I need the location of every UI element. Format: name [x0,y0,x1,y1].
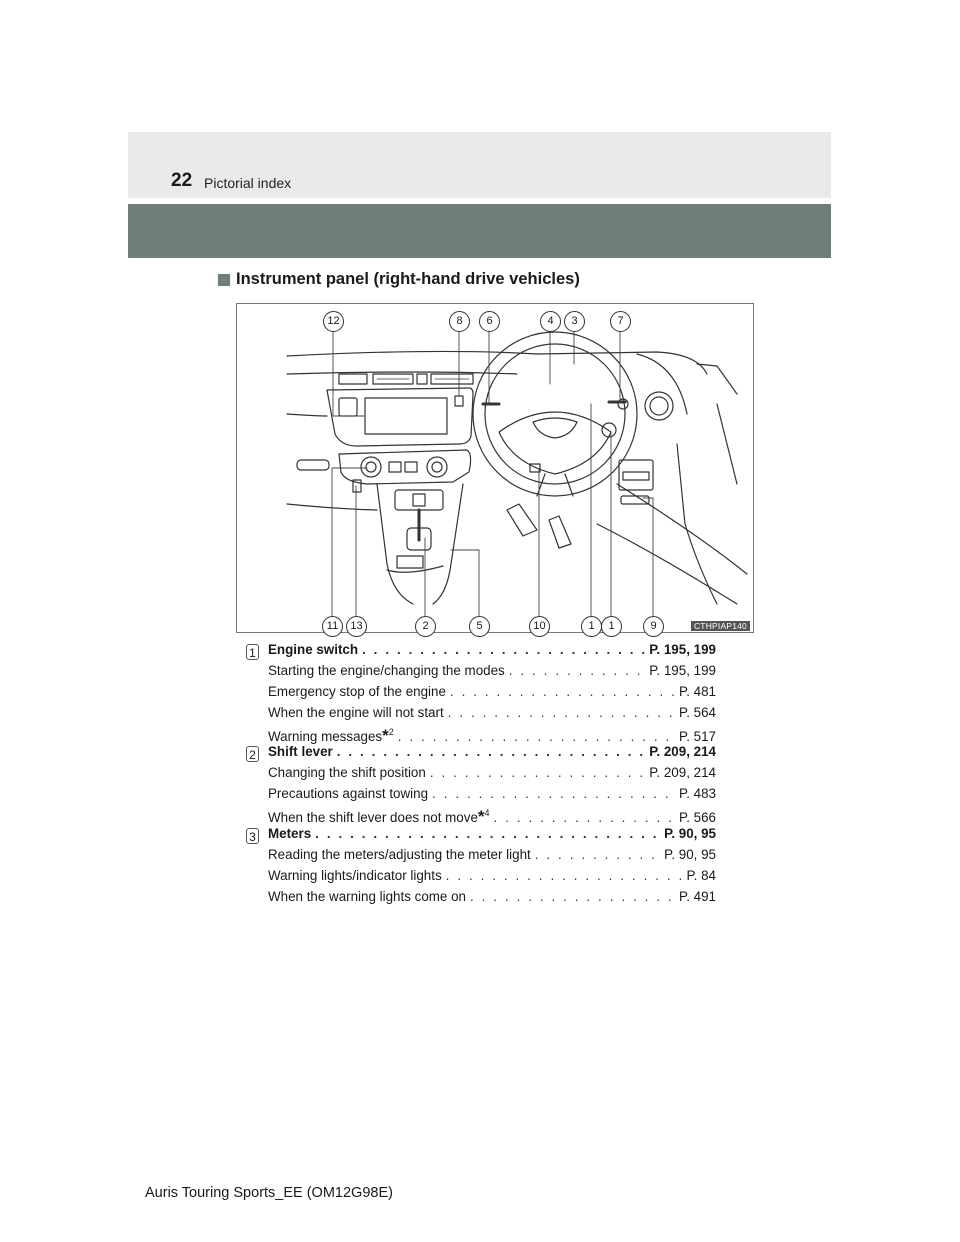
index-line[interactable]: When the shift lever does not move*$^4$ . . . P. 566 [268,807,716,827]
callout-4: 4 [540,311,561,332]
page-ref: P. 483 [679,786,716,801]
callout-1b: 1 [601,616,622,637]
page-ref: P. 564 [679,705,716,720]
index-line[interactable]: Meters . . . P. 90, 95 [268,826,716,846]
callout-6: 6 [479,311,500,332]
callout-2: 2 [415,616,436,637]
index-line[interactable]: Precautions against towing . . . P. 483 [268,786,716,806]
page-ref: P. 517 [679,729,716,744]
callout-8: 8 [449,311,470,332]
callout-13: 13 [346,616,367,637]
page-ref: P. 195, 199 [649,642,716,657]
footnote-mark: * [477,807,485,826]
callout-1a: 1 [581,616,602,637]
callout-3: 3 [564,311,585,332]
figure-code: CTHPIAP140 [691,621,750,631]
heading-square-icon [218,274,230,286]
page-ref: P. 90, 95 [664,826,716,841]
footnote-ref: 2 [388,727,394,737]
page-ref: P. 491 [679,889,716,904]
page-ref: P. 481 [679,684,716,699]
entry-number: 2 [246,746,259,762]
index-line[interactable]: When the engine will not start . . . P. 564 [268,705,716,725]
page-ref: P. 195, 199 [649,663,716,678]
page-ref: P. 209, 214 [649,765,716,780]
page-ref: P. 566 [679,810,716,825]
entry-number: 1 [246,644,259,660]
footnote-ref: 4 [484,808,490,818]
footer-manual-title: Auris Touring Sports_EE (OM12G98E) [145,1185,393,1201]
footnote-mark: * [382,726,389,745]
callout-10: 10 [529,616,550,637]
page-ref: P. 90, 95 [664,847,716,862]
index-line[interactable]: Emergency stop of the engine . . . P. 481 [268,684,716,704]
page-number: 22 [171,170,193,191]
index-line[interactable]: When the warning lights come on . . . P. 491 [268,889,716,909]
index-line[interactable]: Shift lever . . . P. 209, 214 [268,744,716,764]
section-heading: Instrument panel (right-hand drive vehicles) [236,270,580,288]
callout-11: 11 [322,616,343,637]
section-title: Pictorial index [204,175,292,191]
callout-12: 12 [323,311,344,332]
callout-7: 7 [610,311,631,332]
page-ref: P. 209, 214 [649,744,716,759]
index-line[interactable]: Engine switch . . . P. 195, 199 [268,642,716,662]
entry-number: 3 [246,828,259,844]
index-line[interactable]: Starting the engine/changing the modes . . . P. 195, 199 [268,663,716,683]
index-line[interactable]: Reading the meters/adjusting the meter light . . . P. 90, 95 [268,847,716,867]
callout-9: 9 [643,616,664,637]
index-line[interactable]: Warning lights/indicator lights . . . P. 84 [268,868,716,888]
instrument-panel-figure [236,303,754,633]
instrument-panel-illustration [237,304,755,634]
index-line[interactable]: Changing the shift position . . . P. 209, 214 [268,765,716,785]
decorative-band [128,204,831,258]
page-ref: P. 84 [686,868,716,883]
callout-5: 5 [469,616,490,637]
index-line[interactable]: Warning messages*$^2$ . . . P. 517 [268,726,716,746]
